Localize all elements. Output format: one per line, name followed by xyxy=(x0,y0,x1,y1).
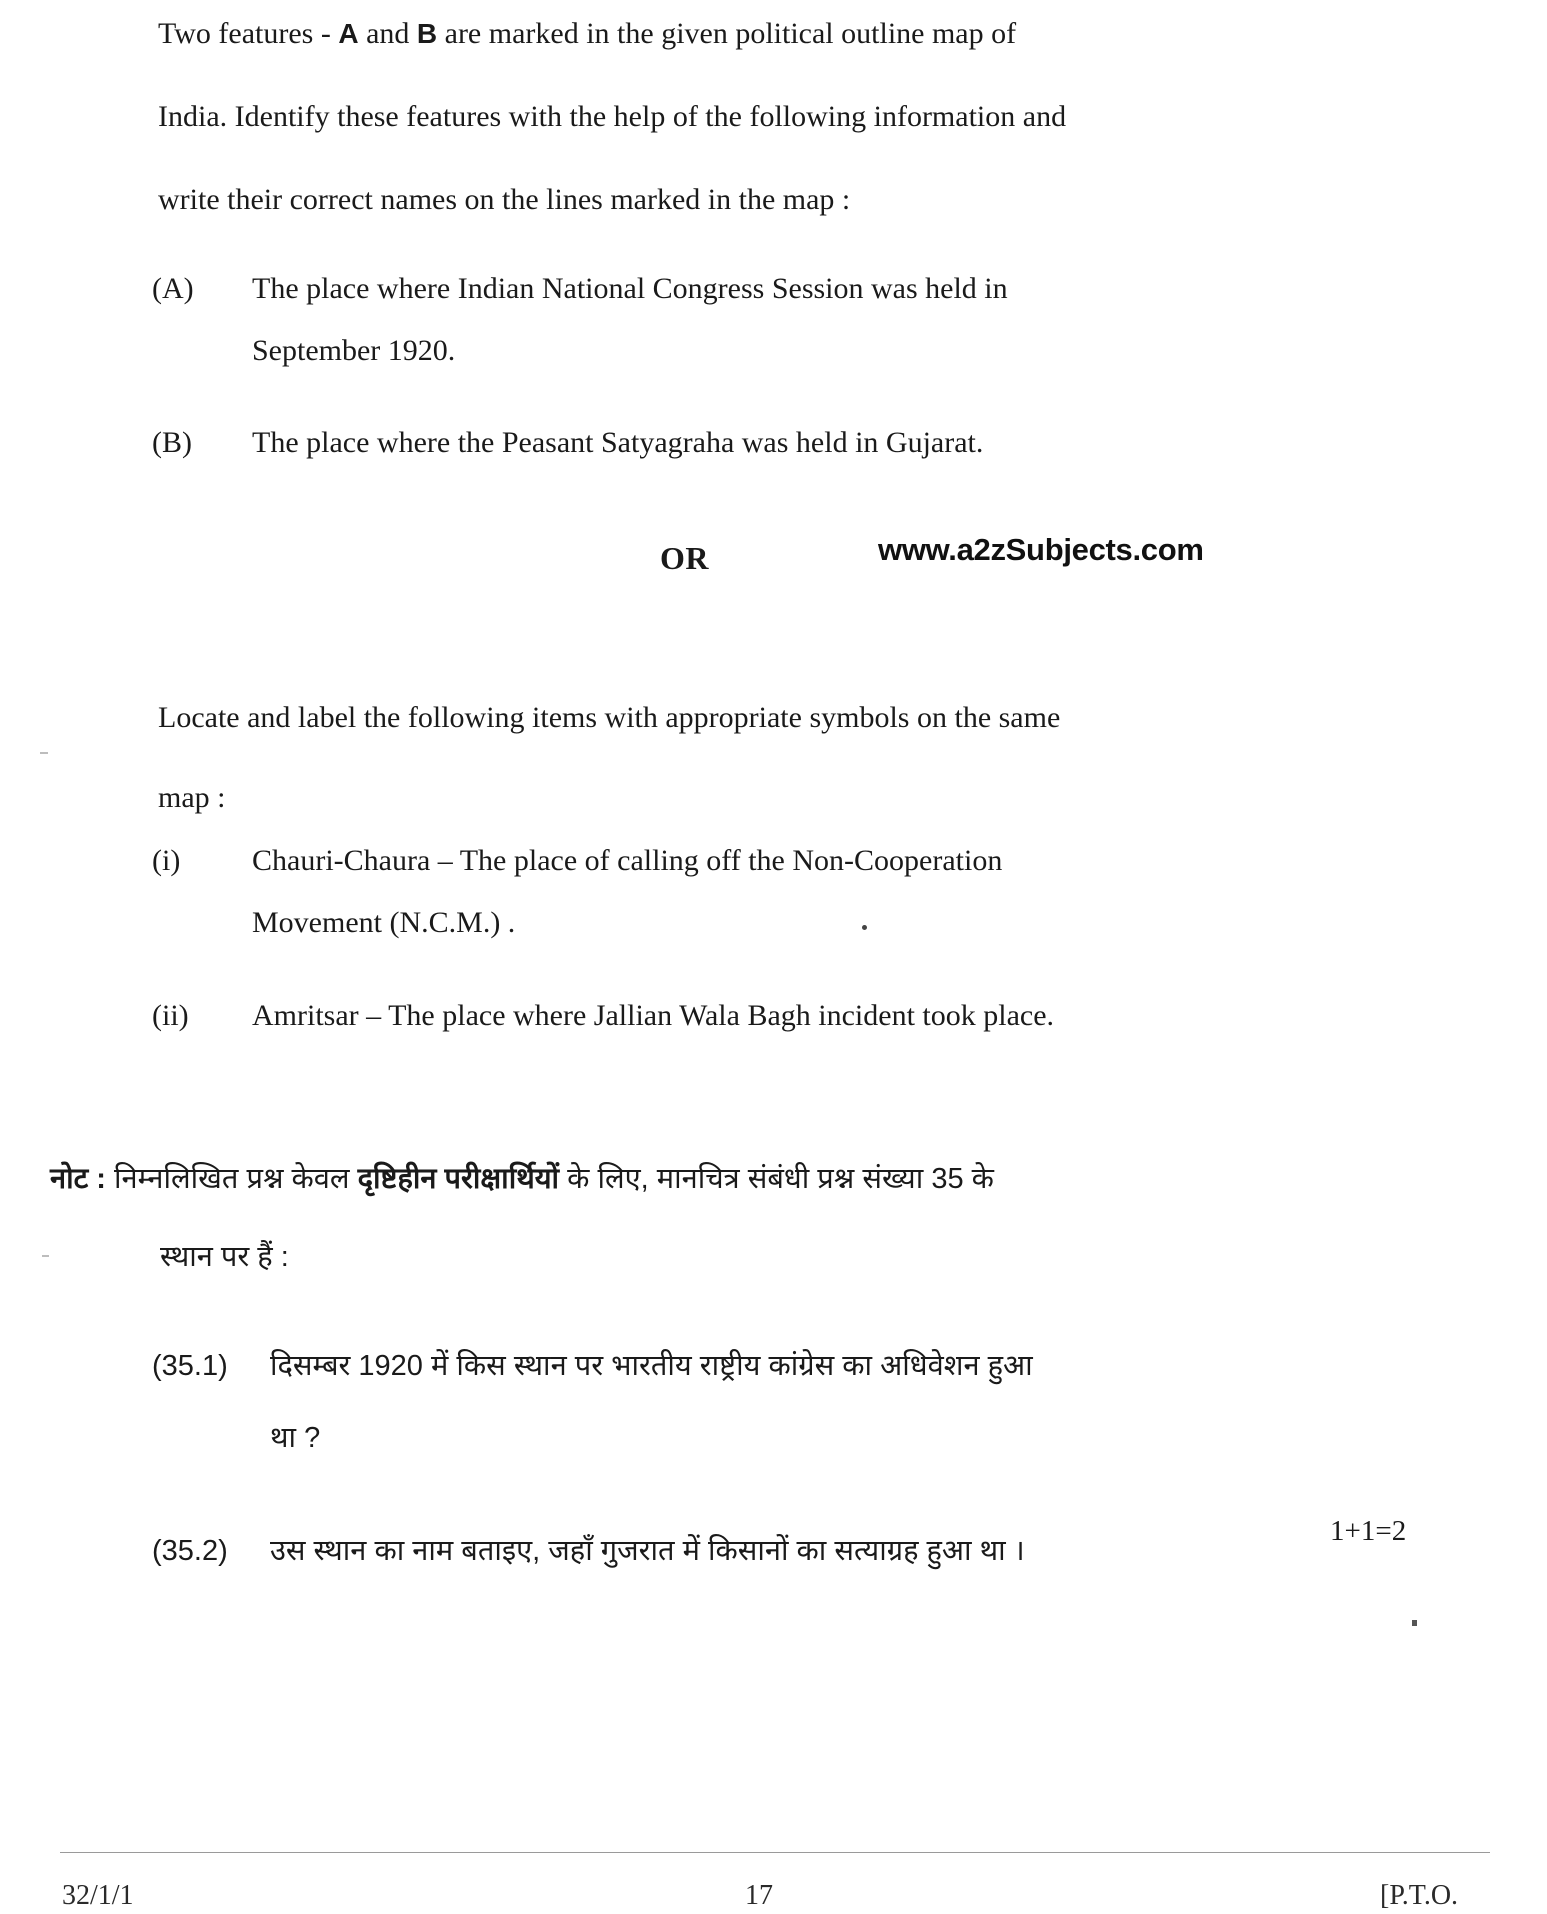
item-body xyxy=(252,258,1322,382)
item-marker: (B) xyxy=(152,426,192,459)
scan-artifact-mark xyxy=(40,752,48,754)
intro-line-1-post: are marked in the given political outline map of xyxy=(437,17,1017,50)
website-watermark: www.a2zSubjects.com xyxy=(878,532,1204,567)
list-item xyxy=(152,830,1322,954)
item-line-1: दिसम्बर 1920 में किस स्थान पर भारतीय राष्ट्रीय कांग्रेस का अधिवेशन हुआ xyxy=(270,1350,1033,1382)
item-line-1: उस स्थान का नाम बताइए, जहाँ गुजरात में किसानों का सत्याग्रह हुआ था । xyxy=(270,1535,1025,1567)
intro-line-3: write their correct names on the lines marked in the map : xyxy=(158,183,851,216)
intro-line-2: India. Identify these features with the help of the following information and xyxy=(158,100,1067,133)
item-marker: (35.2) xyxy=(152,1535,228,1567)
item-line-1: The place where the Peasant Satyagraha was held in Gujarat. xyxy=(252,426,984,459)
item-marker: (A) xyxy=(152,272,194,305)
footer-pto-label: [P.T.O. xyxy=(1380,1880,1459,1911)
list-item xyxy=(152,985,1322,1047)
locate-line-1 xyxy=(158,678,1338,758)
note-paragraph xyxy=(50,1140,1350,1296)
list-item xyxy=(152,412,1322,474)
list-item xyxy=(152,1515,1380,1587)
feature-label-a: A xyxy=(338,18,359,49)
item-body xyxy=(252,985,1322,1047)
intro-line-1 xyxy=(158,0,1338,75)
note-line-1-inner xyxy=(50,1140,994,1218)
list-item xyxy=(152,1330,1380,1474)
or-label: OR xyxy=(660,540,709,576)
item-line-1-text: The place where Indian National Congress Session was held in xyxy=(252,272,1008,305)
item-line-2: September 1920. xyxy=(252,334,456,367)
item-marker: (ii) xyxy=(152,999,189,1032)
feature-label-b: B xyxy=(416,18,438,49)
item-marker: (35.1) xyxy=(152,1350,228,1382)
intro-line-1-pre: Two features - xyxy=(158,17,339,50)
item-line-1: Chauri-Chaura – The place of calling off the Non-Cooperation xyxy=(252,844,1003,877)
note-line-1-part1: निम्नलिखित प्रश्न केवल xyxy=(105,1163,358,1195)
footer-paper-code: 32/1/1 xyxy=(62,1880,134,1911)
list-item xyxy=(152,258,1322,382)
item-body xyxy=(270,1515,1380,1587)
item-body xyxy=(252,412,1322,474)
intro-line-1-mid: and xyxy=(358,17,417,50)
stray-ink-dot xyxy=(1412,1620,1417,1626)
locate-line-2: map : xyxy=(158,781,226,814)
stray-ink-dot xyxy=(862,925,867,930)
or-divider-row xyxy=(0,532,1547,600)
note-line-1-bold: दृष्टिहीन परीक्षार्थियों xyxy=(357,1163,560,1195)
item-line-1: Amritsar – The place where Jallian Wala Bagh incident took place. xyxy=(252,999,1055,1032)
footer-divider xyxy=(60,1852,1490,1853)
locate-instruction-paragraph xyxy=(158,678,1338,838)
item-body xyxy=(270,1330,1380,1474)
scan-artifact-mark xyxy=(42,1255,49,1257)
question-intro-paragraph xyxy=(158,0,1338,241)
note-line-1-part2: के लिए, मानचित्र संबंधी प्रश्न संख्या 35 के xyxy=(559,1163,994,1195)
item-line-2: Movement (N.C.M.) . xyxy=(252,906,516,939)
note-line-2: स्थान पर हैं : xyxy=(160,1241,289,1273)
footer-page-number: 17 xyxy=(745,1880,773,1911)
item-body xyxy=(252,830,1322,954)
item-marker: (i) xyxy=(152,844,181,877)
item-line-2: था ? xyxy=(270,1422,321,1454)
marks-allocation: 1+1=2 xyxy=(1330,1515,1407,1547)
note-line-1 xyxy=(50,1140,1350,1218)
item-line-1 xyxy=(252,258,1322,320)
note-lead-label: नोट : xyxy=(50,1163,106,1195)
locate-line-1-text: Locate and label the following items with appropriate symbols on the same xyxy=(158,701,1061,734)
